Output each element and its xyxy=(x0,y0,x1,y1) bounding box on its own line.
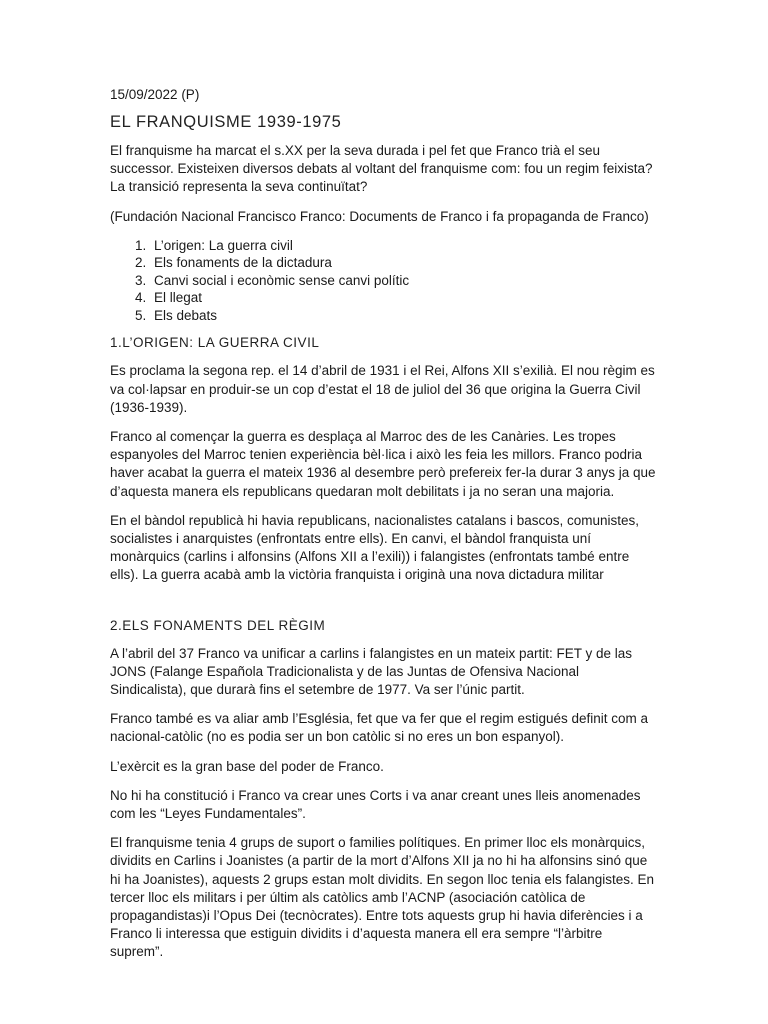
document-page xyxy=(110,86,658,973)
section-paragraph: Franco al començar la guerra es desplaça al Marroc des de les Canàries. Les tropes espanyoles del Marroc tenien experiència bèl·lica i això les feia les millors. Franco podria haver acabat la guerra el mateix 1936 al desembre però prefereix fer-la durar 3 anys ja que d’aquesta manera els republicans quedaran molt debilitats i ja no seran una majoria. xyxy=(110,428,656,499)
document-title: EL FRANQUISME 1939-1975 xyxy=(110,113,342,131)
intro-note: (Fundación Nacional Francisco Franco: Documents de Franco i fa propaganda de Franco) xyxy=(110,208,649,224)
section-paragraph: L’exèrcit es la gran base del poder de Franco. xyxy=(110,758,384,774)
section-paragraph: No hi ha constitució i Franco va crear unes Corts i va anar creant unes lleis anomenades com les “Leyes Fundamentales”. xyxy=(110,787,641,821)
toc-item: 3. Canvi social i econòmic sense canvi polític xyxy=(150,272,658,290)
blank-line xyxy=(110,596,658,617)
section-heading-origin: 1.L’ORIGEN: LA GUERRA CIVIL xyxy=(110,335,320,351)
toc-item: 2. Els fonaments de la dictadura xyxy=(150,254,658,272)
section-paragraph: En el bàndol republicà hi havia republicans, nacionalistes catalans i bascos, comunistes, socialistes i anarquistes (enfrontats entre ells). En canvi, el bàndol franquista uní monàrquics (carlins i alfonsins (Alfons XII a l’exili)) i falangistes (enfrontats també entre ells). La guerra acabà amb la victòria franquista i originà una nova dictadura militar xyxy=(110,512,640,583)
section-paragraph: A l’abril del 37 Franco va unificar a carlins i falangistes en un mateix partit: FET y de las JONS (Falange Española Tradicionalista y de las Juntas de Ofensiva Nacional Sindicalista), que durarà fins el setembre de 1977. Va ser l’únic partit. xyxy=(110,645,632,697)
section-paragraph: Es proclama la segona rep. el 14 d’abril de 1931 i el Rei, Alfons XII s’exilià. El nou règim es va col·lapsar en produir-se un cop d’estat el 18 de juliol del 36 que origina la Guerra Civil (1936-1939). xyxy=(110,363,655,415)
document-date: 15/09/2022 (P) xyxy=(110,87,200,102)
section-paragraph: Franco també es va aliar amb l’Església, fet que va fer que el regim estigués definit com a nacional-catòlic (no es podia ser un bon catòlic si no eres un bon espanyol). xyxy=(110,711,649,745)
intro-paragraph: El franquisme ha marcat el s.XX per la seva durada i pel fet que Franco trià el seu successor. Existeixen diversos debats al voltant del franquisme com: fou un regim feixista? La transició representa la seva continuïtat? xyxy=(110,143,653,195)
toc-item: 1. L’origen: La guerra civil xyxy=(150,237,658,255)
toc-item: 4. El llegat xyxy=(150,289,658,307)
table-of-contents xyxy=(110,237,658,325)
toc-item: 5. Els debats xyxy=(150,307,658,325)
section-paragraph: El franquisme tenia 4 grups de suport o families polítiques. En primer lloc els monàrquics, dividits en Carlins i Joanistes (a partir de la mort d’Alfons XII ja no hi ha alfonsins sinó que hi ha Joanistes), aquests 2 grups estan molt dividits. En segon lloc tenia els falangistes. En tercer lloc els militars i per últim als catòlics amb l’ACNP (asociación catòlica de propagandistas)i l’Opus Dei (tecnòcrates). Entre tots aquests grup hi havia diferències i a Franco li interessa que estiguin dividits i d’aquesta manera ell era sempre “l’àrbitre suprem”. xyxy=(110,835,655,960)
section-heading-foundations: 2.ELS FONAMENTS DEL RÈGIM xyxy=(110,617,326,633)
